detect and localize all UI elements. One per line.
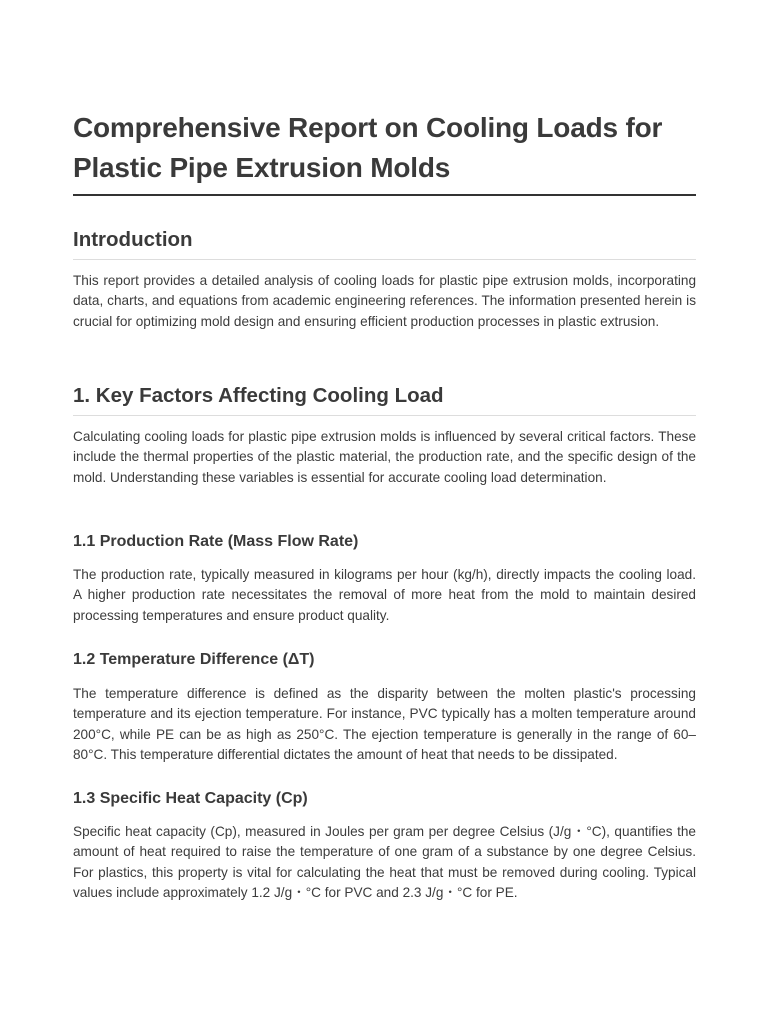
specific-heat-paragraph: Specific heat capacity (Cp), measured in Joules per gram per degree Celsius (J/g・°C), quantifies the amount of heat required to raise the temperature of one gram of a substance by one degree Celsius. For plastics, this property is vital for calculating the heat that must be removed during cooling. Typical values include approximately 1.2 J/g・°C for PVC and 2.3 J/g・°C for PE. <box>73 824 696 901</box>
production-rate-paragraph: The production rate, typically measured in kilograms per hour (kg/h), directly impacts the cooling load. A higher production rate necessitates the removal of more heat from the mold to maintain desired processing temperatures and ensure product quality. <box>73 567 696 623</box>
production-rate-heading: 1.1 Production Rate (Mass Flow Rate) <box>73 533 359 550</box>
specific-heat-heading: 1.3 Specific Heat Capacity (Cp) <box>73 790 308 807</box>
introduction-divider <box>73 259 696 260</box>
title-divider <box>73 194 696 196</box>
key-factors-heading: 1. Key Factors Affecting Cooling Load <box>73 384 444 407</box>
key-factors-paragraph: Calculating cooling loads for plastic pipe extrusion molds is influenced by several critical factors. These include the thermal properties of the plastic material, the production rate, and the specific design of the mold. Understanding these variables is essential for accurate cooling load determination. <box>73 429 696 485</box>
introduction-heading: Introduction <box>73 228 193 251</box>
introduction-paragraph: This report provides a detailed analysis of cooling loads for plastic pipe extrusion molds, incorporating data, charts, and equations from academic engineering references. The information presented herein is crucial for optimizing mold design and ensuring efficient production processes in plastic extrusion. <box>73 273 696 329</box>
key-factors-divider <box>73 415 696 416</box>
report-title: Comprehensive Report on Cooling Loads for Plastic Pipe Extrusion Molds <box>73 112 663 183</box>
temperature-difference-paragraph: The temperature difference is defined as the disparity between the molten plastic's processing temperature and its ejection temperature. For instance, PVC typically has a molten temperature around 200°C, while PE can be as high as 250°C. The ejection temperature is generally in the range of 60–80°C. This temperature differential dictates the amount of heat that needs to be dissipated. <box>73 686 696 763</box>
temperature-difference-heading: 1.2 Temperature Difference (ΔT) <box>73 651 315 668</box>
